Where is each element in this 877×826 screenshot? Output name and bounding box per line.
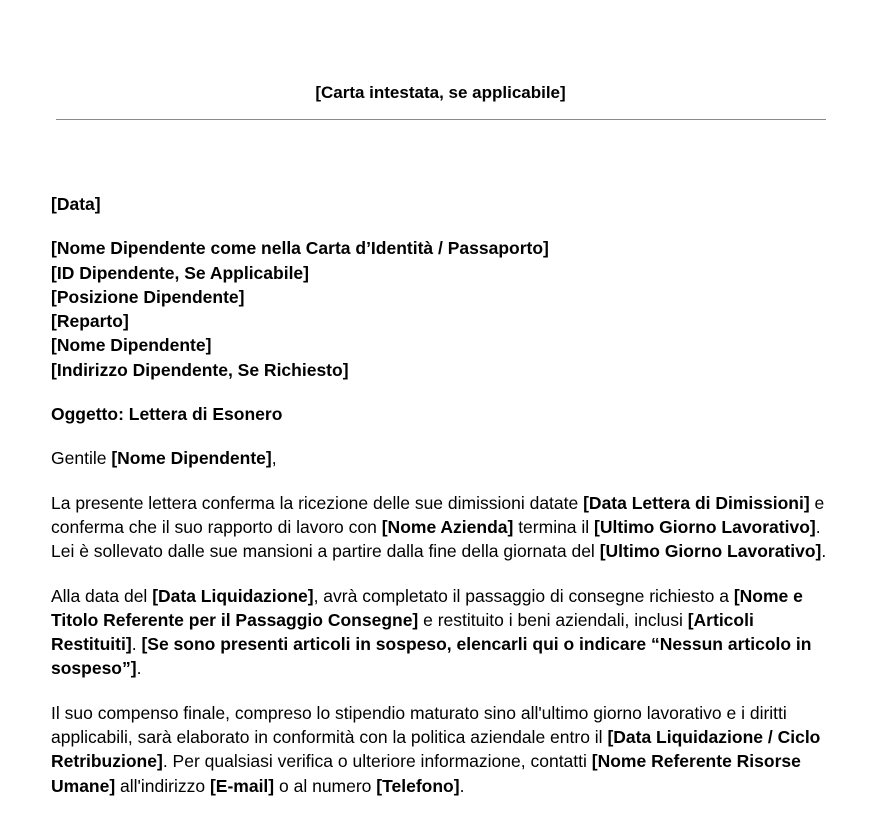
paragraph-text: termina il <box>513 516 595 537</box>
paragraph-text: e conferma che il suo rapporto di lavoro con <box>51 492 825 537</box>
paragraph-resignation <box>51 491 836 564</box>
recipient-name-id-document: [Nome Dipendente come nella Carta d’Identità / Passaporto] <box>51 238 549 259</box>
letter-date: [Data] <box>51 194 101 214</box>
salutation-punct: , <box>271 448 277 469</box>
paragraph-text: Alla data del <box>51 585 153 606</box>
paragraph-final-pay <box>51 701 836 798</box>
placeholder-last-working-day: [Ultimo Giorno Lavorativo] <box>599 541 822 562</box>
paragraph-text: e restituito i beni aziendali, inclusi <box>418 609 688 630</box>
salutation-greeting: Gentile <box>51 448 112 469</box>
recipient-address: [Indirizzo Dipendente, Se Richiesto] <box>51 359 349 380</box>
placeholder-last-working-day: [Ultimo Giorno Lavorativo] <box>594 516 816 537</box>
letterhead: [Carta intestata, se applicabile] <box>315 83 566 102</box>
paragraph-text: o al numero <box>274 775 377 796</box>
header-divider <box>56 119 826 120</box>
placeholder-handover-contact: [Nome e Titolo Referente per il Passaggio Consegne] <box>51 585 803 630</box>
placeholder-settlement-date: [Data Liquidazione] <box>152 585 314 606</box>
letter-body <box>51 192 836 818</box>
paragraph-text: . Per qualsiasi verifica o ulteriore informazione, contatti <box>162 751 592 772</box>
placeholder-returned-items: [Articoli Restituiti] <box>51 609 754 655</box>
placeholder-payroll-date: [Data Liquidazione / Ciclo Retribuzione] <box>51 727 821 772</box>
letter-subject: Oggetto: Lettera di Esonero <box>51 404 283 425</box>
paragraph-handover <box>51 584 836 681</box>
salutation <box>51 446 836 470</box>
paragraph-text: . <box>821 541 827 562</box>
salutation-name: [Nome Dipendente] <box>111 448 272 469</box>
paragraph-text: . <box>136 658 142 679</box>
placeholder-email: [E-mail] <box>209 775 275 796</box>
recipient-department: [Reparto] <box>51 311 129 332</box>
paragraph-text: , avrà completato il passaggio di consegne richiesto a <box>313 585 734 606</box>
paragraph-text: La presente lettera conferma la ricezione delle sue dimissioni datate <box>51 492 584 513</box>
placeholder-hr-contact: [Nome Referente Risorse Umane] <box>51 751 801 796</box>
paragraph-text: . <box>131 634 142 655</box>
recipient-employee-id: [ID Dipendente, Se Applicabile] <box>51 262 309 283</box>
placeholder-company-name: [Nome Azienda] <box>381 516 514 537</box>
paragraph-text: . <box>459 775 465 796</box>
paragraph-text: Il suo compenso finale, compreso lo stipendio maturato sino all'ultimo giorno lavorativo e i diritti applicabili, sarà elaborato in conformità con la politica aziendale entro il <box>51 702 787 748</box>
recipient-name: [Nome Dipendente] <box>51 335 212 356</box>
placeholder-phone: [Telefono] <box>376 775 460 796</box>
recipient-block <box>51 236 836 382</box>
paragraph-text: all'indirizzo <box>115 775 210 796</box>
placeholder-pending-items: [Se sono presenti articoli in sospeso, elencarli qui o indicare “Nessun articolo in sospeso”] <box>51 634 812 679</box>
paragraph-text: . Lei è sollevato dalle sue mansioni a partire dalla fine della giornata del <box>51 516 821 562</box>
recipient-position: [Posizione Dipendente] <box>51 286 245 307</box>
placeholder-resignation-date: [Data Lettera di Dimissioni] <box>583 492 810 513</box>
